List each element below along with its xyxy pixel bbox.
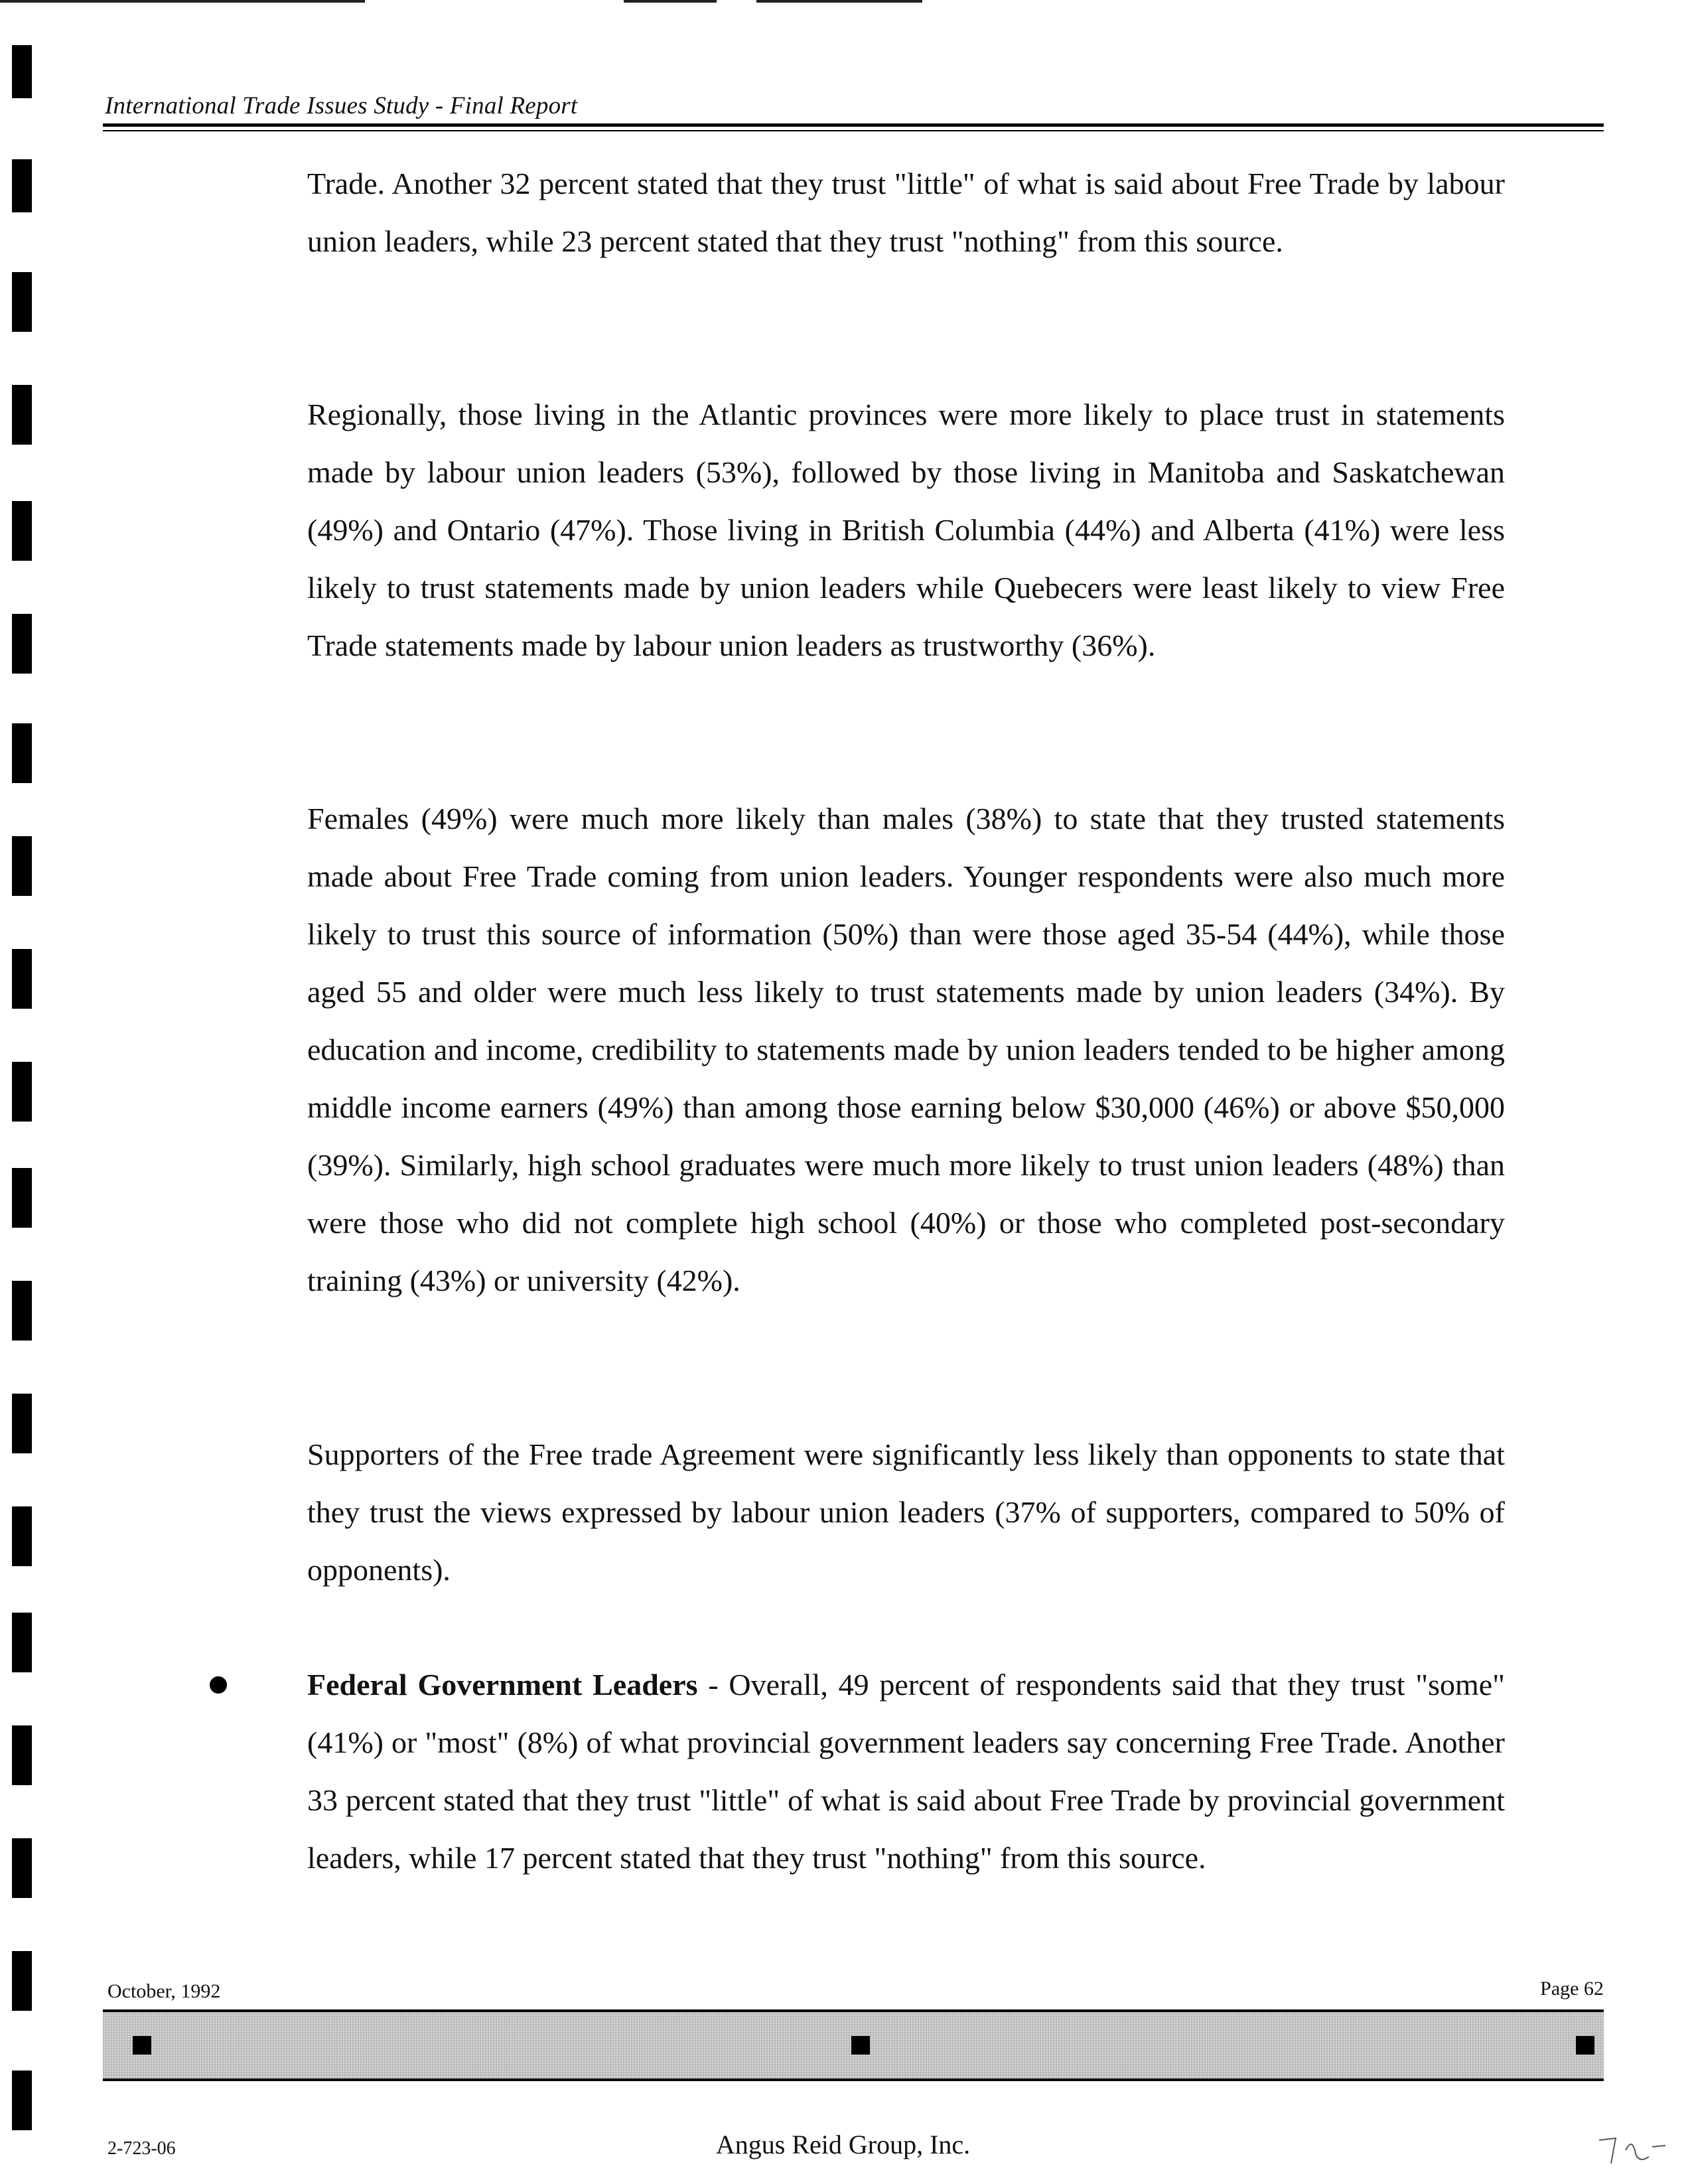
paragraph-demographics: Females (49%) were much more likely than males (38%) to state that they trusted statements made about Free Trade coming from union leaders. Younger respondents were also much more likely to trust this source of information (50%) than were those aged 35-54 (44%), while those aged 55 and older were much less likely to trust statements made by union leaders (34%). By education and income, credibility to statements made by union leaders tended to be higher among middle income earners (49%) than among those earning below $30,000 (46%) or above $50,000 (39%). Similarly, high school graduates were much more likely to trust union leaders (48%) than were those who did not complete high school (40%) or those who completed post-secondary training (43%) or university (42%).	[307, 802, 1505, 1297]
band-square-center	[851, 2036, 870, 2055]
binder-hole	[12, 723, 32, 783]
header-rule-thin	[103, 130, 1604, 131]
binder-hole	[12, 272, 32, 332]
binder-hole	[12, 1838, 32, 1898]
bullet-heading: Federal Government Leaders	[307, 1668, 698, 1702]
binder-hole	[12, 1725, 32, 1785]
binder-hole	[12, 1168, 32, 1228]
binder-hole	[12, 1394, 32, 1453]
binder-hole	[12, 45, 32, 98]
binder-hole	[12, 1506, 32, 1566]
binder-hole	[12, 836, 32, 896]
paragraph-supporters: Supporters of the Free trade Agreement were significantly less likely than opponents to state that they trust the views expressed by labour union leaders (37% of supporters, compared to 50% of opponents).	[307, 1437, 1505, 1587]
binder-hole	[12, 159, 32, 212]
paragraph-trust-continued: Trade. Another 32 percent stated that they trust "little" of what is said about Free Trade by labour union leaders, while 23 percent stated that they trust "nothing" from this source.	[307, 167, 1505, 258]
top-scan-line-middle	[624, 0, 717, 3]
paragraph-regional: Regionally, those living in the Atlantic provinces were more likely to place trust in statements made by labour union leaders (53%), followed by those living in Manitoba and Saskatchewan (49%) and Ontario (47%). Those living in British Columbia (44%) and Alberta (41%) were less likely to trust statements made by union leaders while Quebecers were least likely to view Free Trade statements made by labour union leaders as trustworthy (36%).	[307, 398, 1505, 662]
binder-hole	[12, 1281, 32, 1341]
top-scan-line-right	[756, 0, 922, 3]
footer-band	[103, 2009, 1604, 2081]
band-square-right	[1576, 2036, 1594, 2055]
binder-hole	[12, 1613, 32, 1672]
report-header-title: International Trade Issues Study - Final Report	[105, 92, 578, 119]
binder-hole	[12, 2071, 32, 2130]
band-square-left	[133, 2036, 151, 2055]
binder-hole	[12, 1951, 32, 2011]
organization-name: Angus Reid Group, Inc.	[715, 2130, 971, 2159]
bullet-text: - Overall, 49 percent of respondents said that they trust "some" (41%) or "most" (8%) of what provincial government leaders say concerning Free Trade. Another 33 percent stated that they trust "little" of what is said about Free Trade by provincial government leaders, while 17 percent stated that they trust "nothing" from this source.	[307, 1668, 1505, 1875]
bullet-point	[210, 1676, 227, 1694]
handwritten-mark	[1586, 2124, 1679, 2177]
footer-date: October, 1992	[107, 1980, 221, 2002]
binder-hole	[12, 1062, 32, 1122]
document-code: 2-723-06	[107, 2138, 176, 2159]
bullet-paragraph-federal-leaders	[307, 1656, 1505, 1887]
binder-hole	[12, 949, 32, 1009]
header-rule-thick	[103, 123, 1604, 127]
top-scan-line-left	[0, 0, 365, 3]
page-number: Page 62	[1540, 1978, 1604, 2000]
binder-hole	[12, 385, 32, 445]
binder-hole	[12, 501, 32, 561]
binder-hole	[12, 614, 32, 674]
